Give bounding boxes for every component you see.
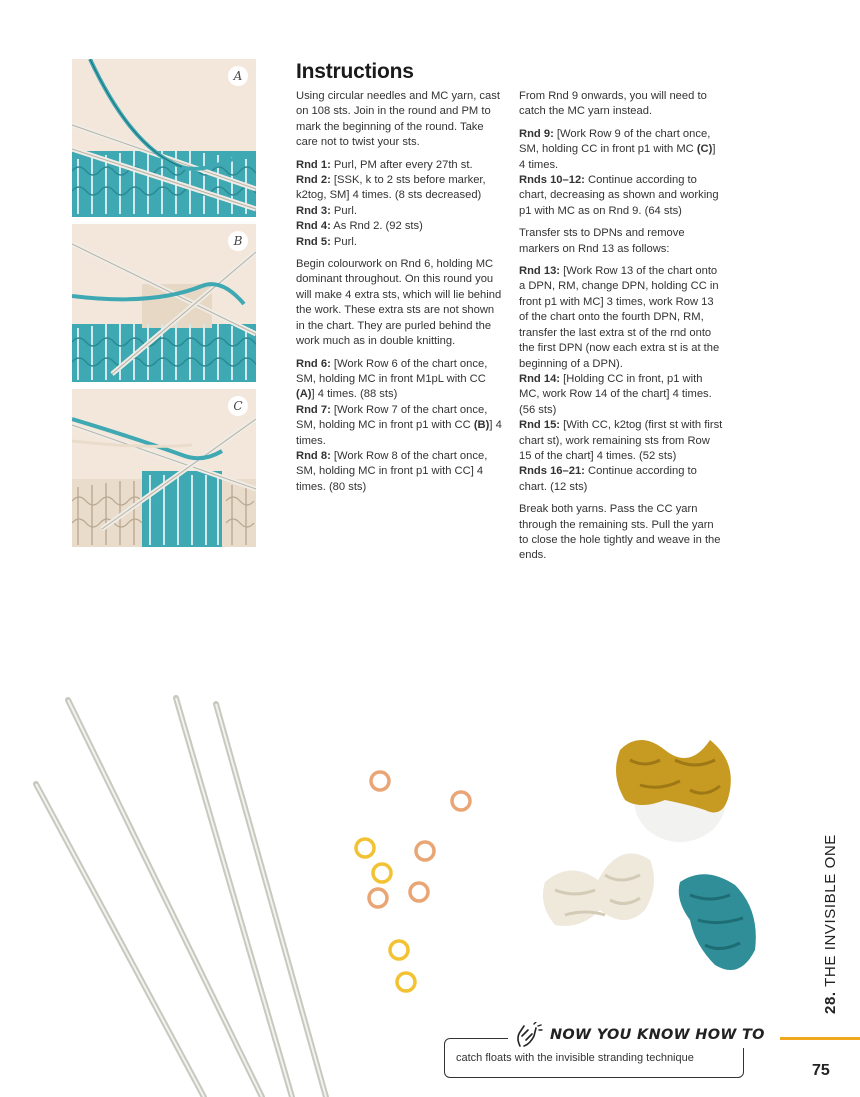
now-you-know-text: catch floats with the invisible stranding technique [456,1052,694,1064]
chapter-title: THE INVISIBLE ONE [822,834,839,987]
instructions-left-column [296,89,502,495]
clapping-hands-icon [514,1022,544,1048]
colourwork-paragraph: Begin colourwork on Rnd 6, holding MC dominant throughout. On this round you will make 4 extra sts, which will lie behind the work. These extra sts are not shown in the chart. They are purled behind the work much as in double knitting. [296,258,502,348]
rnds-10-12-step: Rnds 10–12: Continue according to chart, decreasing as shown and working p1 with MC as on Rnd 9. (64 sts) [519,174,719,217]
knitting-illustration-b [72,224,256,382]
rnds-16-21-step: Rnds 16–21: Continue according to chart. (12 sts) [519,465,697,493]
rnd-5-step: Rnd 5: Purl. [296,235,357,248]
knitting-illustration-a [72,59,256,217]
rnd-7-step: Rnd 7: [Work Row 7 of the chart once, SM, holding MC in front p1 with CC (B)] 4 times. [296,403,502,447]
illustration-panel-a [72,59,256,217]
knitting-illustration-c [72,389,256,547]
intro-paragraph: Using circular needles and MC yarn, cast on 108 sts. Join in the round and PM to mark the beginning of the round. Take care not to twist your sts. [296,90,500,149]
finishing-paragraph: Break both yarns. Pass the CC yarn through the remaining sts. Pull the yarn to close the hole tightly and weave in the ends. [519,503,721,562]
illustration-panel-b [72,224,256,382]
rnd-1-step: Rnd 1: Purl, PM after every 27th st. [296,158,473,171]
rnd-14-step: Rnd 14: [Holding CC in front, p1 with MC, work Row 14 of the chart] 4 times. (56 sts) [519,372,712,416]
rnd-15-step: Rnd 15: [With CC, k2tog (first st with first chart st), work remaining sts from Row 15 of the chart] 4 times. (52 sts) [519,419,723,462]
transfer-paragraph: Transfer sts to DPNs and remove markers on Rnd 13 as follows: [519,227,685,255]
dpn-needles [36,698,326,1097]
rnd-9-intro: From Rnd 9 onwards, you will need to catch the MC yarn instead. [519,90,707,118]
accent-divider [780,1037,860,1040]
rnd-6-step: Rnd 6: [Work Row 6 of the chart once, SM, holding MC in front M1pL with CC (A)] 4 times. (88 sts) [296,357,488,401]
rnd-9-step: Rnd 9: [Work Row 9 of the chart once, SM, holding CC in front p1 with MC (C)] 4 times. [519,127,716,171]
stitch-markers [356,772,470,991]
now-you-know-header [508,1022,771,1048]
instructions-right-column [519,89,723,571]
rnd-8-step: Rnd 8: [Work Row 8 of the chart once, SM, holding MC in front p1 with CC] 4 times. (80 sts) [296,449,488,493]
rnd-4-step: Rnd 4: As Rnd 2. (92 sts) [296,220,423,233]
rnd-3-step: Rnd 3: Purl. [296,204,357,217]
rnd-13-step: Rnd 13: [Work Row 13 of the chart onto a DPN, RM, change DPN, holding CC in front p1 with MC] 3 times, work Row 13 of the chart onto the fourth DPN, RM, transfer the last extra st of the rnd onto the first DPN (now each extra st is at the beginning of a DPN). [519,265,720,370]
now-you-know-title: NOW YOU KNOW HOW TO [550,1027,765,1043]
panel-letter-b: B [228,231,248,251]
instructions-title: Instructions [296,60,414,83]
illustration-panel-c [72,389,256,547]
panel-letter-a: A [228,66,248,86]
chapter-number: 28. [822,991,839,1014]
panel-letter-c: C [228,396,248,416]
teal-yarn-bundle [679,874,756,970]
chapter-side-title [822,834,839,1014]
page-number: 75 [812,1062,830,1079]
mustard-yarn-bundle [616,740,731,842]
rnd-2-step: Rnd 2: [SSK, k to 2 sts before marker, k2tog, SM] 4 times. (8 sts decreased) [296,174,486,202]
ecru-yarn-bundle [543,853,654,926]
